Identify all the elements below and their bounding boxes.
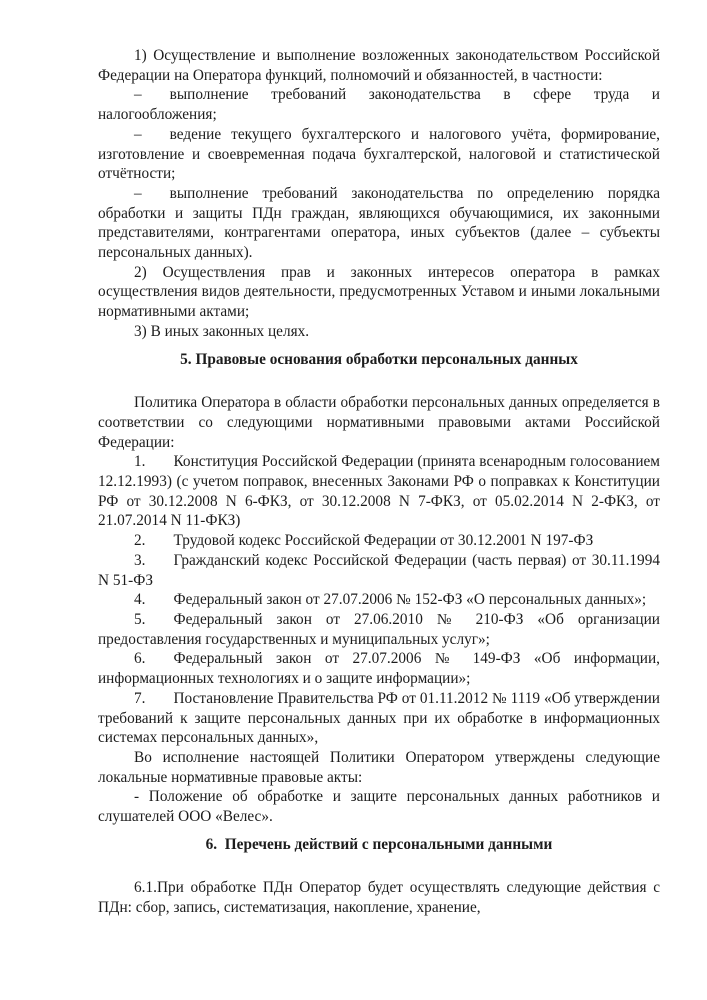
paragraph-text: выполнение требований законодательства по определению порядка обработки и защиты ПДн граждан, являющихся обучающимися, их законными представителями, контрагентами оператора, иных субъектов (далее – субъекты персональных данных). (98, 184, 660, 262)
list-marker: 6. (134, 650, 146, 668)
paragraph: Политика Оператора в области обработки персональных данных определяется в соответствии со следующими нормативными правовыми актами Российской Федерации: (98, 394, 660, 451)
paragraph: 2) Осуществления прав и законных интересов оператора в рамках осуществления видов деятельности, предусмотренных Уставом и иными локальными нормативными актами; (98, 263, 660, 321)
numbered-list-item (98, 649, 660, 688)
numbered-list-item (98, 610, 660, 649)
list-marker: 4. (134, 591, 146, 609)
section-heading-5: 5. Правовые основания обработки персональных данных (180, 350, 578, 368)
paragraph: 6.1.При обработке ПДн Оператор будет осуществлять следующие действия с ПДн: сбор, запись, систематизация, накопление, хранение, (98, 879, 660, 917)
list-marker: 7. (134, 689, 146, 707)
dash-list-item (98, 125, 660, 184)
list-marker: 1. (134, 453, 146, 471)
numbered-list-item (98, 551, 660, 590)
list-marker: – (134, 184, 142, 202)
section-heading-6: 6. Перечень действий с персональными данными (205, 835, 553, 853)
paragraph: 3) В иных законных целях. (134, 322, 310, 340)
numbered-list-item (98, 452, 660, 531)
paragraph: 1) Осуществление и выполнение возложенных законодательством Российской Федерации на Оператора функций, полномочий и обязанностей, в частности: (98, 47, 660, 84)
list-marker: 2. (134, 532, 146, 550)
dash-list-item (98, 85, 660, 124)
paragraph-text: Гражданский кодекс Российской Федерации (часть первая) от 30.11.1994 N 51-ФЗ (98, 551, 660, 589)
paragraph-text: Постановление Правительства РФ от 01.11.2012 № 1119 «Об утверждении требований к защите персональных данных при их обработке в информационных системах персональных данных», (98, 689, 660, 747)
list-marker: – (134, 86, 142, 104)
numbered-list-item (98, 689, 660, 748)
paragraph-text: Федеральный закон от 27.07.2006 № 152-ФЗ «О персональных данных»; (173, 591, 647, 609)
paragraph: Во исполнение настоящей Политики Оператором утверждены следующие локальные нормативные правовые акты: (98, 748, 660, 786)
paragraph-text: Федеральный закон от 27.06.2010 № 210-ФЗ «Об организации предоставления государственных и муниципальных услуг»; (98, 610, 660, 648)
paragraph-text: Федеральный закон от 27.07.2006 № 149-ФЗ «Об информации, информационных технологиях и о защите информации»; (98, 650, 660, 688)
paragraph-text: Трудовой кодекс Российской Федерации от 30.12.2001 N 197-ФЗ (173, 532, 594, 550)
paragraph-text: ведение текущего бухгалтерского и налогового учёта, формирование, изготовление и своевременная подача бухгалтерской, налоговой и статистической отчётности; (98, 125, 660, 183)
list-marker: – (134, 125, 142, 143)
numbered-list-item (98, 590, 660, 610)
numbered-list-item (98, 531, 660, 551)
paragraph: - Положение об обработке и защите персональных данных работников и слушателей ООО «Велес». (98, 788, 660, 826)
list-marker: 3. (134, 551, 146, 569)
paragraph-text: выполнение требований законодательства в сфере труда и налогообложения; (98, 86, 660, 124)
list-marker: 5. (134, 610, 146, 628)
dash-list-item (98, 184, 660, 263)
paragraph-text: Конституция Российской Федерации (принята всенародным голосованием 12.12.1993) (с учетом поправок, внесенных Законами РФ о поправках к Конституции РФ от 30.12.2008 N 6-ФКЗ, от 30.12.2008 N 7-ФКЗ, от 05.02.2014 N 2-ФКЗ, от 21.07.2014 N 11-ФКЗ) (98, 453, 660, 530)
